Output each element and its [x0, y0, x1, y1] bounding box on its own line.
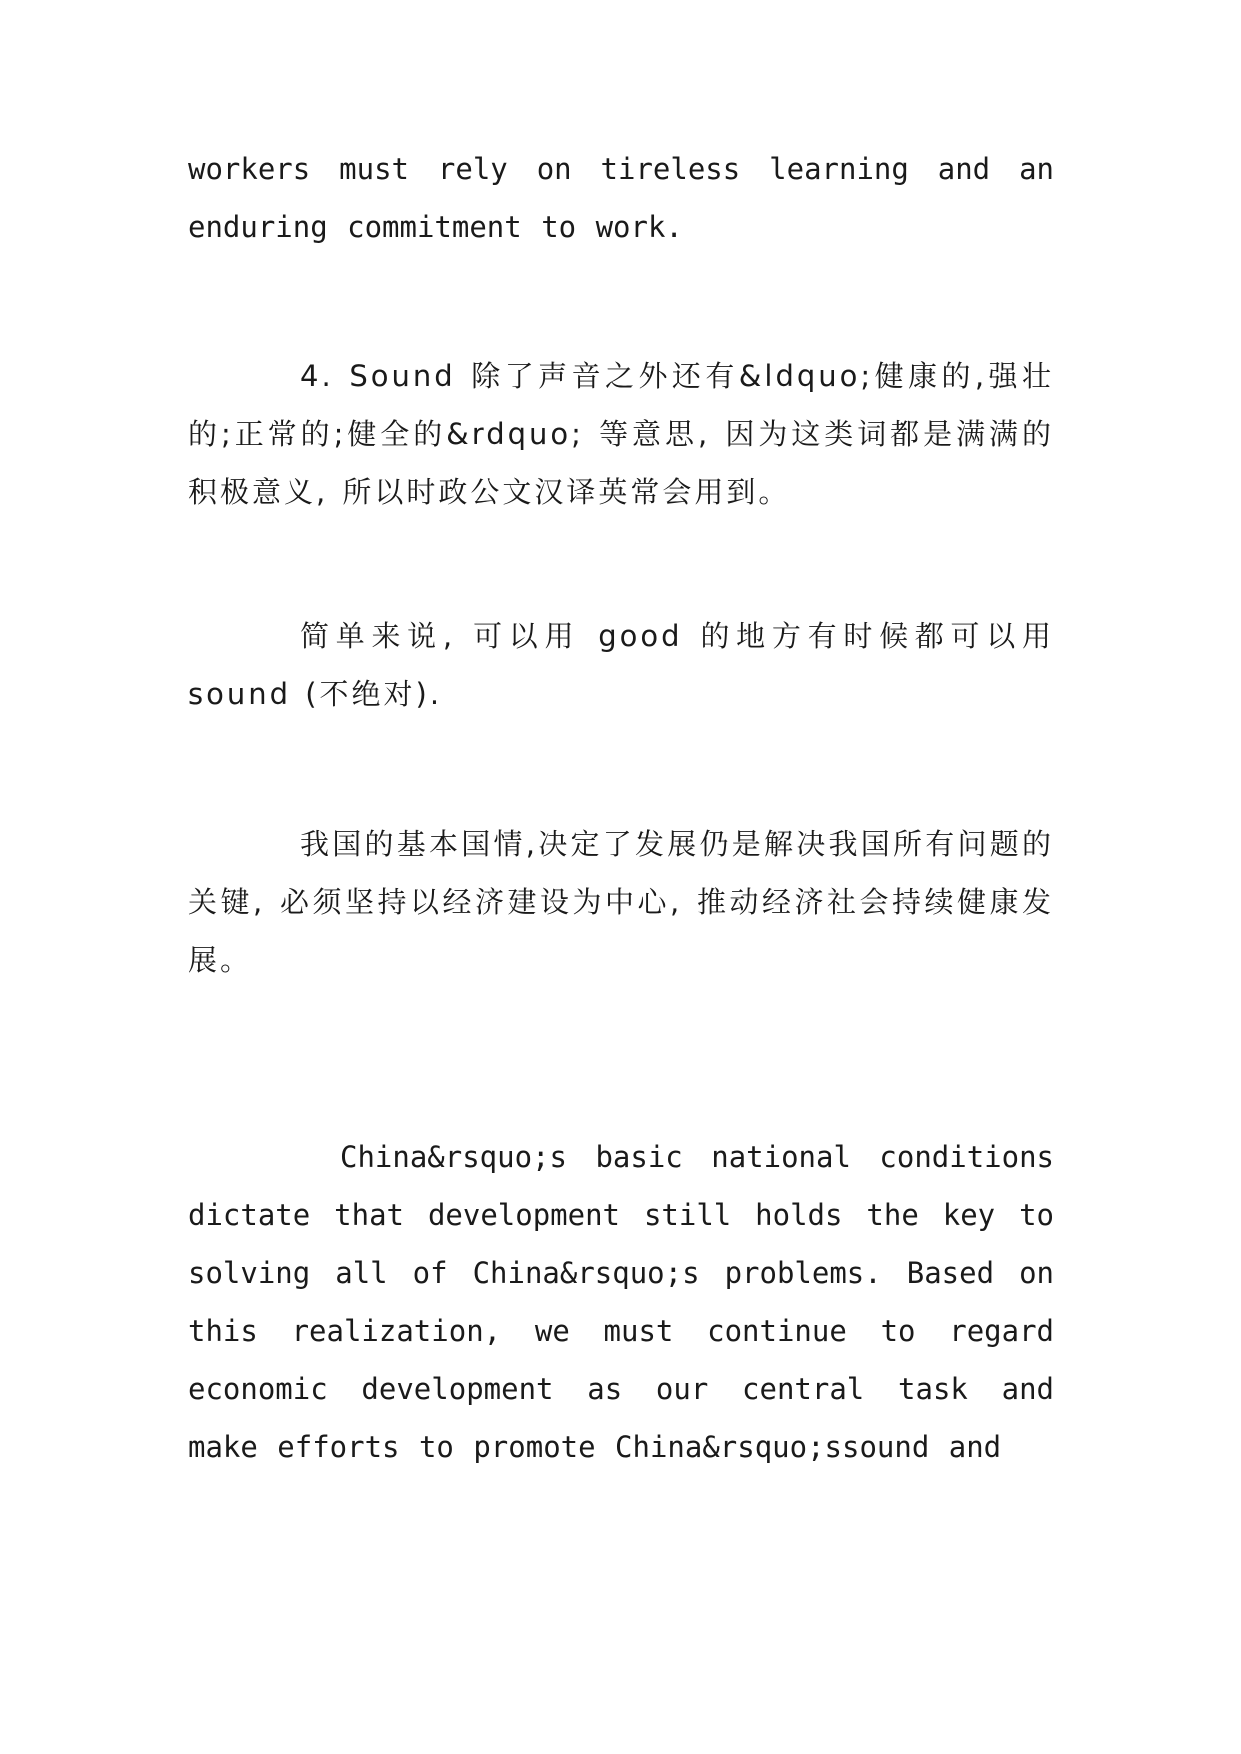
- paragraph-good-sound-usage: 简单来说, 可以用 good 的地方有时候都可以用 sound (不绝对).: [188, 619, 1054, 711]
- paragraph-chinese-national-conditions: 我国的基本国情,决定了发展仍是解决我国所有问题的关键, 必须坚持以经济建设为中心, 推动经济社会持续健康发展。: [188, 827, 1054, 977]
- paragraph-english-national-conditions: China&rsquo;s basic national conditions dictate that development still holds the key to solving all of China&rsquo;s problems. Based on this realization, we must continue to regard economic development as our central task and make efforts to promote China&rsquo;ssound and: [188, 1140, 1054, 1464]
- paragraph-workers-commitment: workers must rely on tireless learning and an enduring commitment to work.: [188, 152, 1054, 244]
- paragraph-sound-meaning: 4. Sound 除了声音之外还有&ldquo;健康的,强壮的;正常的;健全的&rdquo; 等意思, 因为这类词都是满满的积极意义, 所以时政公文汉译英常会用到。: [188, 359, 1054, 509]
